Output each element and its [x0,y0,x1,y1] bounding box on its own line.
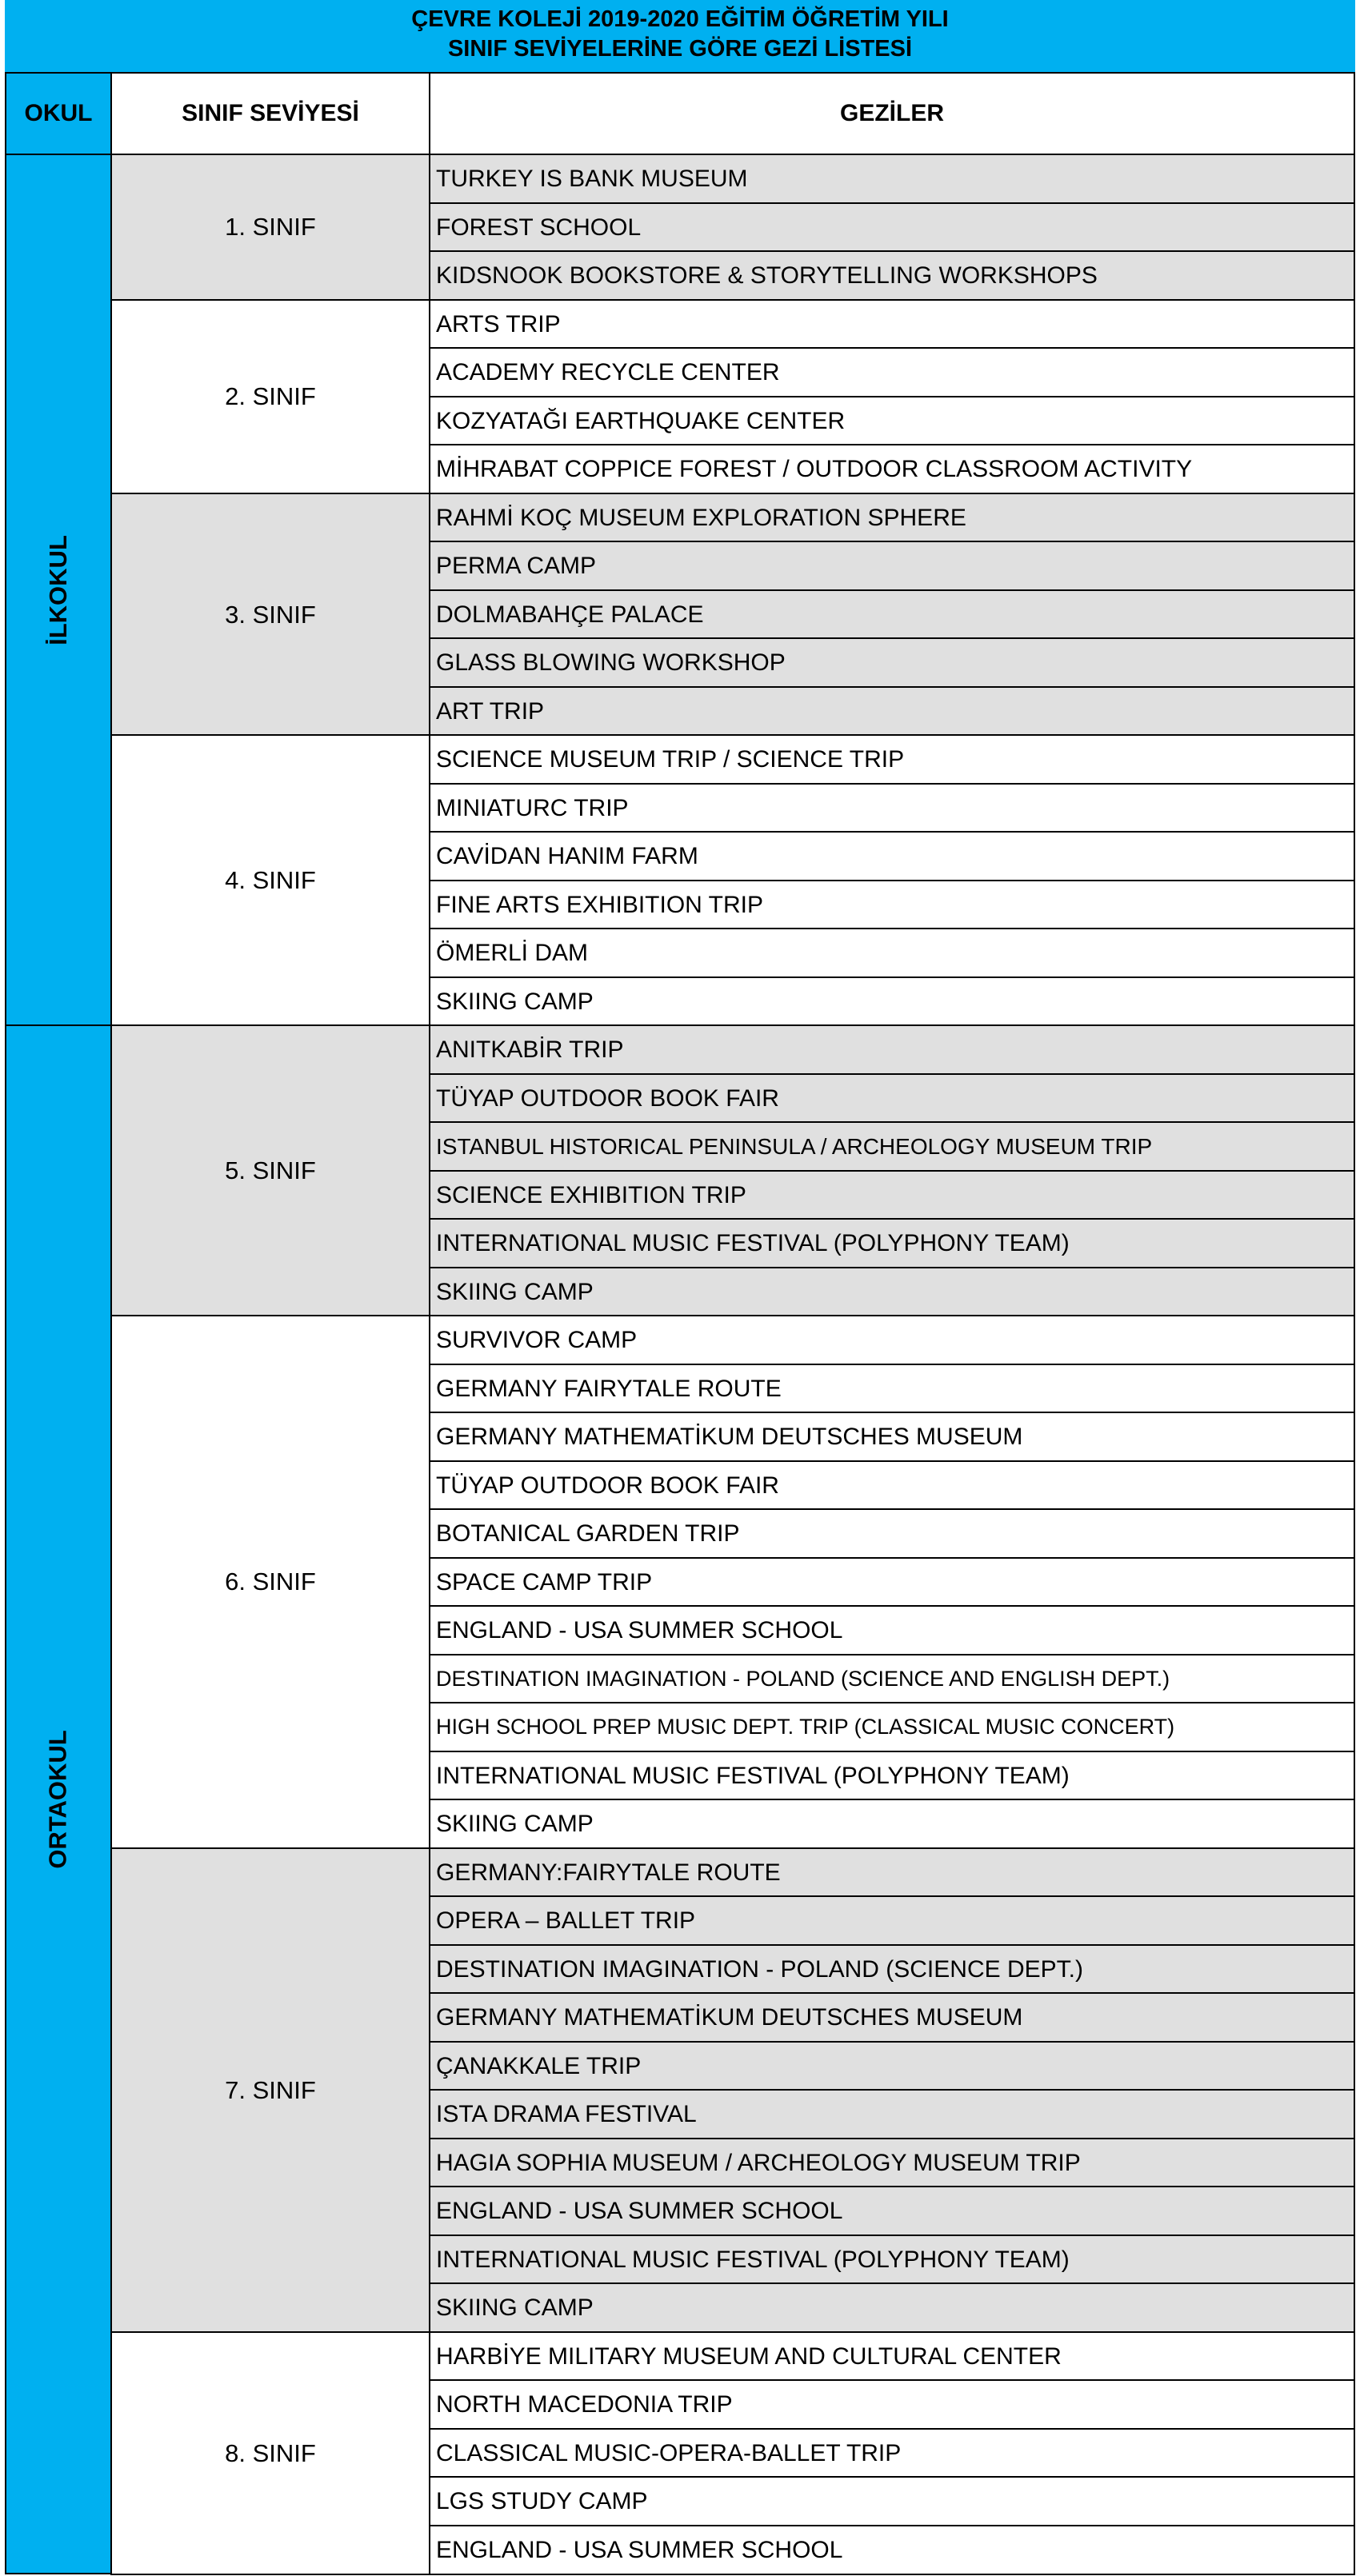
trip-row: SPACE CAMP TRIP [429,1557,1355,1608]
trip-row: ANITKABİR TRIP [429,1024,1355,1075]
trip-row: PERMA CAMP [429,541,1355,591]
trip-row: TÜYAP OUTDOOR BOOK FAIR [429,1073,1355,1124]
trip-row: BOTANICAL GARDEN TRIP [429,1508,1355,1559]
trip-row: SCIENCE EXHIBITION TRIP [429,1170,1355,1220]
grade-level-cell: 1. SINIF [110,154,430,301]
trip-row: SURVIVOR CAMP [429,1315,1355,1365]
trip-row: CAVİDAN HANIM FARM [429,831,1355,881]
trip-row: GLASS BLOWING WORKSHOP [429,637,1355,688]
trip-row: SKIING CAMP [429,1799,1355,1849]
trip-row: TURKEY IS BANK MUSEUM [429,154,1355,204]
trip-row: INTERNATIONAL MUSIC FESTIVAL (POLYPHONY TEAM) [429,2235,1355,2285]
trip-row: RAHMİ KOÇ MUSEUM EXPLORATION SPHERE [429,493,1355,543]
trip-row: FOREST SCHOOL [429,202,1355,253]
trip-row: DESTINATION IMAGINATION - POLAND (SCIENCE AND ENGLISH DEPT.) [429,1654,1355,1704]
grade-level-cell: 8. SINIF [110,2331,430,2575]
trip-row: KIDSNOOK BOOKSTORE & STORYTELLING WORKSHOPS [429,250,1355,301]
trip-row: HIGH SCHOOL PREP MUSIC DEPT. TRIP (CLASSICAL MUSIC CONCERT) [429,1702,1355,1752]
trip-row: SCIENCE MUSEUM TRIP / SCIENCE TRIP [429,734,1355,785]
trip-row: LGS STUDY CAMP [429,2476,1355,2526]
header-okul: OKUL [5,72,112,155]
grade-level-cell: 3. SINIF [110,493,430,737]
trip-row: MİHRABAT COPPICE FOREST / OUTDOOR CLASSROOM ACTIVITY [429,444,1355,494]
trip-row: TÜYAP OUTDOOR BOOK FAIR [429,1460,1355,1511]
trip-row: MINIATURC TRIP [429,783,1355,833]
trip-row: NORTH MACEDONIA TRIP [429,2379,1355,2430]
trip-row: GERMANY MATHEMATİKUM DEUTSCHES MUSEUM [429,1992,1355,2043]
trip-row: INTERNATIONAL MUSIC FESTIVAL (POLYPHONY TEAM) [429,1751,1355,1801]
trip-row: HARBİYE MILITARY MUSEUM AND CULTURAL CENTER [429,2331,1355,2382]
trip-row: GERMANY MATHEMATİKUM DEUTSCHES MUSEUM [429,1412,1355,1462]
page-title: ÇEVRE KOLEJİ 2019-2020 EĞİTİM ÖĞRETİM YILI [411,6,949,32]
trip-row: GERMANY:FAIRYTALE ROUTE [429,1847,1355,1898]
trip-row: ENGLAND - USA SUMMER SCHOOL [429,2525,1355,2575]
trip-row: ISTANBUL HISTORICAL PENINSULA / ARCHEOLOGY MUSEUM TRIP [429,1121,1355,1172]
trip-row: ÇANAKKALE TRIP [429,2041,1355,2091]
grade-level-cell: 4. SINIF [110,734,430,1026]
trip-row: SKIING CAMP [429,2282,1355,2333]
grade-level-cell: 2. SINIF [110,299,430,494]
grade-level-cell: 5. SINIF [110,1024,430,1316]
page-subtitle: SINIF SEVİYELERİNE GÖRE GEZİ LİSTESİ [447,36,913,62]
trip-row: INTERNATIONAL MUSIC FESTIVAL (POLYPHONY TEAM) [429,1218,1355,1268]
trip-row: DOLMABAHÇE PALACE [429,589,1355,640]
school-label: İLKOKUL [44,534,73,645]
trip-row: CLASSICAL MUSIC-OPERA-BALLET TRIP [429,2428,1355,2478]
trip-row: ISTA DRAMA FESTIVAL [429,2089,1355,2139]
trip-row: FINE ARTS EXHIBITION TRIP [429,880,1355,930]
title-bar [5,0,1355,72]
trip-row: SKIING CAMP [429,1267,1355,1317]
trip-row: SKIING CAMP [429,976,1355,1027]
trip-row: DESTINATION IMAGINATION - POLAND (SCIENCE DEPT.) [429,1944,1355,1995]
school-cell [5,1024,112,2574]
grade-level-cell: 7. SINIF [110,1847,430,2333]
header-geziler: GEZİLER [429,72,1355,155]
trip-row: ARTS TRIP [429,299,1355,349]
trip-row: OPERA – BALLET TRIP [429,1895,1355,1946]
trip-row: GERMANY FAIRYTALE ROUTE [429,1364,1355,1414]
school-label: ORTAOKUL [44,1730,73,1869]
trip-row: ÖMERLİ DAM [429,928,1355,978]
school-cell [5,154,112,1026]
grade-level-cell: 6. SINIF [110,1315,430,1849]
trip-row: ENGLAND - USA SUMMER SCHOOL [429,1605,1355,1655]
trip-row: ENGLAND - USA SUMMER SCHOOL [429,2186,1355,2236]
trip-row: HAGIA SOPHIA MUSEUM / ARCHEOLOGY MUSEUM TRIP [429,2138,1355,2188]
trip-row: ART TRIP [429,686,1355,737]
trip-row: ACADEMY RECYCLE CENTER [429,347,1355,397]
trip-row: KOZYATAĞI EARTHQUAKE CENTER [429,396,1355,446]
header-sinif-seviyesi: SINIF SEVİYESİ [110,72,430,155]
